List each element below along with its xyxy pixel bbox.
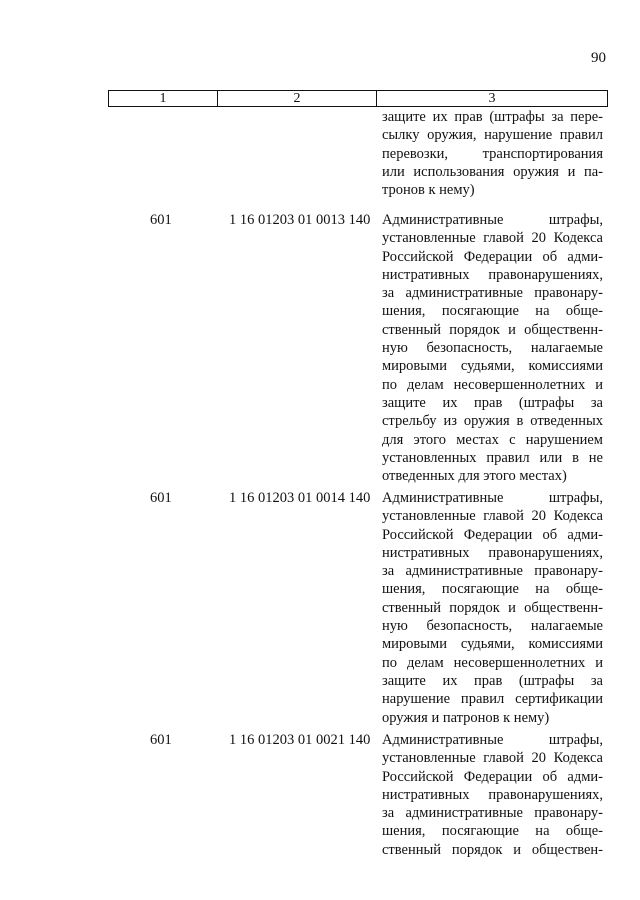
text-line: для этого местах с нарушением (382, 431, 603, 448)
text-line: отведенных для этого местах) (382, 468, 567, 485)
text-line: нистративных правонарушениях, (382, 544, 603, 561)
text-line: Российской Федерации об адми- (382, 248, 603, 265)
kbk-code: 1 16 01203 01 0013 140 (229, 212, 371, 228)
text-line: перевозки, транспортирования (382, 145, 603, 162)
table-header (108, 90, 608, 107)
text-line: мировыми судьями, комиссиями (382, 358, 603, 375)
text-line: установленных правил или в не (382, 449, 603, 466)
text-line: тронов к нему) (382, 182, 475, 199)
text-line: нистративных правонарушениях, (382, 266, 603, 283)
text-line: сылку оружия, нарушение правил (382, 127, 603, 144)
text-line: нарушение правил сертификации (382, 691, 603, 708)
text-line: установленные главой 20 Кодекса (382, 230, 603, 247)
kbk-code: 1 16 01203 01 0021 140 (229, 732, 371, 748)
text-line: Административные штрафы, (382, 212, 603, 228)
header-col-1: 1 (109, 91, 218, 106)
page-number: 90 (591, 50, 606, 66)
text-line: защите их прав (штрафы за (382, 672, 603, 689)
text-line: Административные штрафы, (382, 732, 603, 748)
text-line: установленные главой 20 Кодекса (382, 750, 603, 767)
text-line: шения, посягающие на обще- (382, 303, 603, 320)
text-line: ственный порядок и обществен- (382, 841, 603, 858)
text-line: ственный порядок и общественн- (382, 599, 603, 616)
row-description (382, 489, 603, 727)
text-line: за административные правонару- (382, 285, 603, 302)
text-line: за административные правонару- (382, 563, 603, 580)
text-line: стрельбу из оружия в отведенных (382, 413, 603, 430)
text-line: ную безопасность, налагаемые (382, 340, 603, 357)
header-col-2: 2 (218, 91, 377, 106)
kbk-code: 1 16 01203 01 0014 140 (229, 490, 371, 506)
admin-code: 601 (150, 490, 172, 506)
row-description (382, 731, 603, 859)
admin-code: 601 (150, 212, 172, 228)
continuation-text (382, 108, 603, 199)
text-line: ную безопасность, налагаемые (382, 618, 603, 635)
text-line: установленные главой 20 Кодекса (382, 508, 603, 525)
header-col-3: 3 (488, 90, 496, 106)
text-line: нистративных правонарушениях, (382, 786, 603, 803)
text-line: оружия и патронов к нему) (382, 709, 550, 726)
text-line: Российской Федерации об адми- (382, 768, 603, 785)
text-line: по делам несовершеннолетних и (382, 376, 603, 393)
text-line: защите их прав (штрафы за (382, 394, 603, 411)
text-line: по делам несовершеннолетних и (382, 654, 603, 671)
row-description (382, 211, 603, 485)
text-line: или использования оружия и па- (382, 163, 603, 180)
text-line: шения, посягающие на обще- (382, 823, 603, 840)
text-line: защите их прав (штрафы за пере- (382, 109, 603, 125)
admin-code: 601 (150, 732, 172, 748)
text-line: мировыми судьями, комиссиями (382, 636, 603, 653)
text-line: ственный порядок и общественн- (382, 321, 603, 338)
text-line: за административные правонару- (382, 805, 603, 822)
text-line: шения, посягающие на обще- (382, 581, 603, 598)
text-line: Российской Федерации об адми- (382, 526, 603, 543)
text-line: Административные штрафы, (382, 490, 603, 506)
